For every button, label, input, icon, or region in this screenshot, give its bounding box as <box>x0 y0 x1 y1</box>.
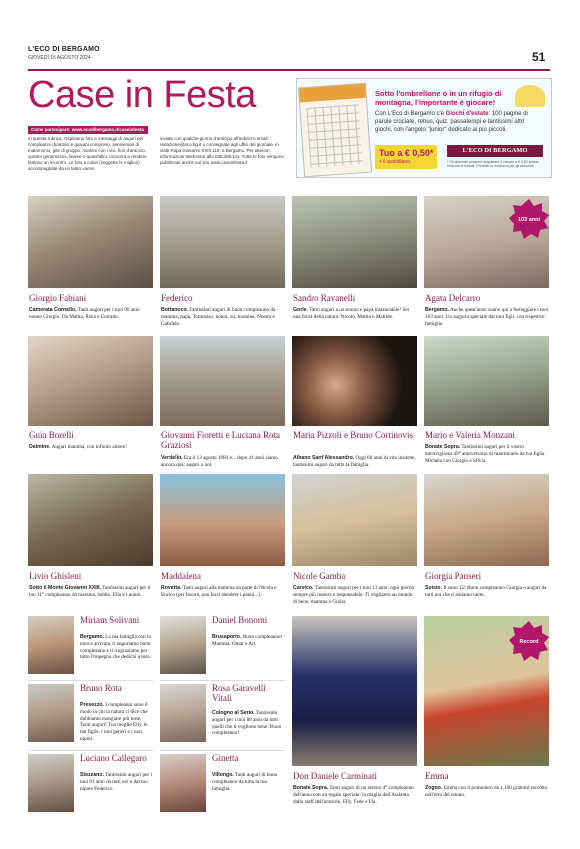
photo-nicole-gamba <box>292 474 417 566</box>
entry-name: Agata Delcarro <box>425 293 481 303</box>
howto-text-left: In questa rubrica, Ospitiamo foto e messaggi di auguri per compleanni (bambini e giovani compresi), anniversari di matrimonio, gite di gruppo, riunioni con i vivi, fiori d'arancio, quattro generazioni, lauree o quant'altro concorra a rendere festoso un incontro. Le foto a colori (soggette le migliori) accompagnate da un testo vanno <box>28 136 147 172</box>
entry-caption: Brusaporto. Buon compleanno! Mamma, Omar e Ari. <box>212 634 283 647</box>
entry-name: Giovanni Fioretti e Luciana Rota Graziosi <box>161 430 280 450</box>
entry-name: Livio Ghisleni <box>29 571 82 581</box>
section-title: Case in Festa <box>28 74 256 116</box>
header-rule <box>28 69 550 71</box>
entry-name: Rosa Garavelli Vitali <box>212 683 266 703</box>
entry-caption: Rovetta. Tanti auguri alla mamma da parte di Nicola e Enrico (per favore, non farci stendere i panni...). <box>161 585 277 598</box>
entry-caption: Sotto il Monte Giovanni XXIII. Tantissimi auguri per il tuo 11° compleanno da mamma, babbo, Ella e i nonni. <box>29 585 151 598</box>
entry-name: Federico <box>161 293 193 303</box>
entry-caption: Suisio. Il sono 15! Buon compleanno Giorgia e auguri da tutti noi che ti amiamo tanto. <box>425 585 547 598</box>
entry-caption: Bottanuco. Tantissimi auguri di buon compleanno da mamma, papà, Tommaso, nonni, zii, nonnine, Noemi e Gabriele. <box>161 307 276 327</box>
entry-name: Emma <box>425 771 449 781</box>
entry-caption: Verdello. Era il 13 agosto 1983 e... dopo 41 anni siamo ancora qua: auguri a noi. <box>161 455 278 468</box>
entry-caption: Albano Sant'Alessandro. Oggi 60 anni di vita insieme, tantissimi auguri da tutta la famiglia. <box>293 455 416 468</box>
entry-name: Daniel Bonomi <box>212 615 268 625</box>
photo-giorgia-panseri <box>424 474 549 566</box>
photo-miriam-solivani <box>28 616 74 674</box>
photo-maddalena <box>160 474 285 566</box>
entry-name: Bruno Rota <box>80 683 122 693</box>
entry-caption: Bergamo. Anche quest'anno siamo qui a festeggiare i tuoi 103 anni. Un augurio speciale dai tuoi figli, con rispettive famiglie. <box>425 307 549 327</box>
ad-price-tag: Tuo a € 0,50* + il quotidiano. <box>375 145 437 169</box>
entry-name: Ginetta <box>212 753 239 763</box>
entry-caption: Cologno al Serio. Tantissimi auguri per i tuoi 88 anni da tutti quelli che ti vogliono bene. Buon compleanno! <box>212 710 282 737</box>
entry-name: Don Daniele Carminati <box>293 771 377 781</box>
entry-caption: Camerata Cornello. Tanti auguri per i tuoi 90 anni nonno Giorgio. Da Mattia, Rosa e Corrado. <box>29 307 140 320</box>
entry-caption: Zogno. Emma con il pomodoro da 1.100 grammi raccolto nell'orto del nonno. <box>425 785 548 798</box>
photo-don-daniele-carminati <box>292 616 417 766</box>
entry-caption: Carvico. Tantissimi auguri per i tuoi 13 anni, ogni giorno sempre più matura e responsabile. Ti vogliamo un mondo di bene, mamma e Giulia. <box>293 585 415 605</box>
photo-daniel-bonomi <box>160 616 206 674</box>
entry-name: Giorgia Panseri <box>425 571 482 581</box>
photo-luciano-callegaro <box>28 754 74 812</box>
howto-label: Come partecipare: www.ecodibergamo.it/caseinfesta <box>28 126 148 134</box>
games-advertisement <box>296 78 552 178</box>
photo-fioretti-rota <box>160 336 285 426</box>
ad-headline: Sotto l'ombrellone o in un rifugio di montagna, l'importante è giocare! <box>375 89 502 107</box>
entry-name: Guia Borelli <box>29 430 74 440</box>
entry-name: Nicole Gamba <box>293 571 346 581</box>
photo-federico <box>160 196 285 288</box>
entry-name: Maddalena <box>161 571 201 581</box>
entry-name: Maria Pizzoli e Bruno Cortinovis <box>293 430 413 440</box>
photo-rosa-garavelli-vitali <box>160 684 206 742</box>
newspaper-name: L'ECO DI BERGAMO <box>28 46 100 53</box>
entry-caption: Villongo. Tanti auguri di buon compleanno da tutta la tua famiglia. <box>212 772 278 792</box>
photo-bruno-rota <box>28 684 74 742</box>
entry-name: Mario e Valeria Monzani <box>425 430 516 440</box>
entry-caption: Presezzo. I compleanni sono il modo in cui la natura ci dice che dobbiamo mangiare più torte. Tanti auguri! Tua moglie Elly, le tue figlie, i tuoi generi e i tuoi nipoti. <box>80 702 148 742</box>
ad-body: Con L'Eco di Bergamo c'è Giochi d'estate: 100 pagine di parole crociate, rebus, quiz, passatempi e tantissimi altri giochi, con l'angolo "junior" dedicato ai più piccoli. <box>375 111 528 133</box>
photo-pizzoli-cortinovis <box>292 336 417 426</box>
ad-fine-print: * Gli abbonati possono acquistare il volume a € 0,50 presso l'edicola di fiducia. Prodotto in esclusiva per gli abbonati. <box>447 160 540 169</box>
photo-monzani <box>424 336 549 426</box>
photo-sandro-ravanelli <box>292 196 417 288</box>
entry-caption: Stezzano. Tantissimi auguri per i tuoi 81 anni da tutti noi e dal tuo nipote Federico. <box>80 772 152 792</box>
howto-text-right: inviate con qualche giorno d'anticipo all'indirizzo email: redazione@eco.bg.it o consegnate agli uffici del giornale, in viale Papa Giovanni XXIII 118, a Bergamo. Per ulteriori informazioni telefonare allo 035.386.111. Tutte le foto vengono pubblicate anche sul sito www.caseinfesta.it <box>160 136 284 166</box>
entry-name: Giorgio Fabiani <box>29 293 87 303</box>
age-badge-label: 103 anni <box>517 217 540 223</box>
photo-giorgio-fabiani <box>28 196 153 288</box>
record-badge-label: Record <box>519 639 539 645</box>
entry-name: Miriam Solivani <box>80 615 140 625</box>
photo-guia-borelli <box>28 336 153 426</box>
ad-logo: L'ECO DI BERGAMO <box>447 145 543 157</box>
entry-caption: Bergamo. La tua famiglia con la nuova arrivata, ti auguriamo buon compleanno e ti ringraziamo per tutto l'impegno che dedichi a loro. <box>80 634 151 661</box>
entry-caption: Bonate Sopra. Tantissimi auguri per il vostro meraviglioso 49° anniversario di matrimonio da tua figlia Michela con Giorgio e Silvia. <box>425 444 545 464</box>
issue-date: GIOVEDÌ 15 AGOSTO 2024 <box>28 55 91 61</box>
entry-caption: Gorle. Tanti auguri a un nonno e papà instancabile! Sei una forza della natura. Nicolò, Mattia e Matilde. <box>293 307 410 320</box>
photo-ginetta <box>160 754 206 812</box>
entry-name: Sandro Ravanelli <box>293 293 356 303</box>
games-booklet-image <box>298 83 372 178</box>
entry-caption: Bonate Sopra. Tanti auguri di un sereno 4° compleanno dell'anno con un regalo speciale: la maglia dell'Atalanta dallo staff dell'oratorio, Elly, Fede e Fla. <box>293 785 414 805</box>
photo-livio-ghisleni <box>28 474 153 566</box>
entry-name: Luciano Callegaro <box>80 753 147 763</box>
page-number: 51 <box>532 50 546 64</box>
entry-caption: Dalmine. Auguri mamma, con infinito amore! <box>29 444 127 450</box>
